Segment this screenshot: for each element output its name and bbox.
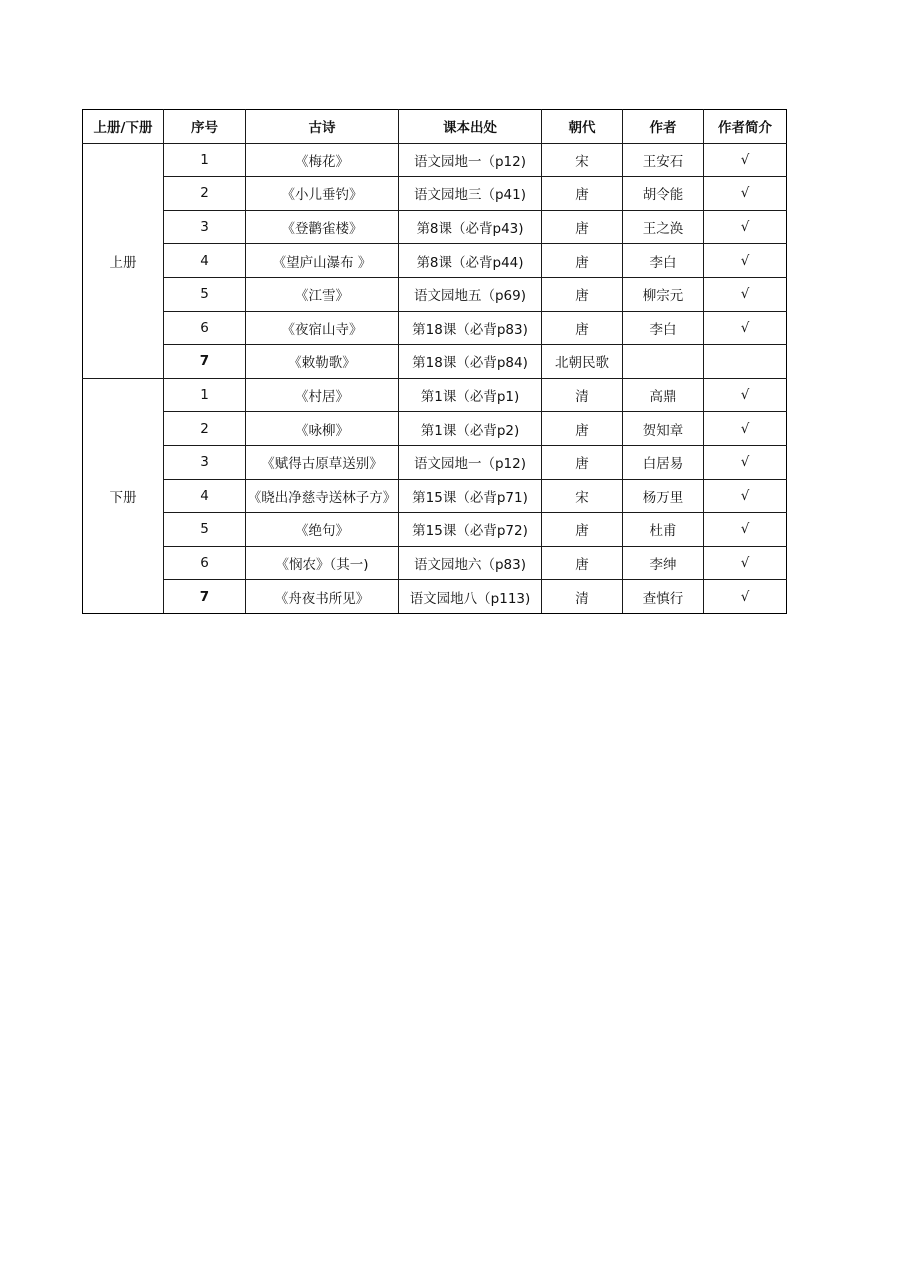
source-cell: 第1课（必背p1) <box>399 378 542 412</box>
intro-cell: √ <box>704 513 787 547</box>
author-cell: 胡令能 <box>623 177 704 211</box>
source-cell: 语文园地八（p113) <box>399 580 542 614</box>
author-cell: 查慎行 <box>623 580 704 614</box>
poem-cell: 《小儿垂钓》 <box>246 177 399 211</box>
table-row <box>83 143 787 177</box>
intro-cell: √ <box>704 210 787 244</box>
table-row <box>83 277 787 311</box>
author-cell: 李白 <box>623 311 704 345</box>
number-cell: 4 <box>164 479 246 513</box>
volume-cell: 下册 <box>83 378 164 613</box>
dynasty-cell: 唐 <box>542 277 623 311</box>
source-cell: 第15课（必背p71) <box>399 479 542 513</box>
poem-cell: 《咏柳》 <box>246 412 399 446</box>
dynasty-cell: 唐 <box>542 445 623 479</box>
header-author: 作者 <box>623 110 704 144</box>
poem-table <box>82 109 787 614</box>
intro-cell: √ <box>704 445 787 479</box>
number-cell: 2 <box>164 177 246 211</box>
author-cell: 杜甫 <box>623 513 704 547</box>
number-cell: 3 <box>164 210 246 244</box>
source-cell: 第18课（必背p84) <box>399 345 542 379</box>
number-cell: 5 <box>164 277 246 311</box>
table-row <box>83 546 787 580</box>
dynasty-cell: 清 <box>542 580 623 614</box>
dynasty-cell: 清 <box>542 378 623 412</box>
intro-cell: √ <box>704 378 787 412</box>
dynasty-cell: 唐 <box>542 210 623 244</box>
poem-cell: 《敕勒歌》 <box>246 345 399 379</box>
intro-cell: √ <box>704 143 787 177</box>
number-cell: 2 <box>164 412 246 446</box>
intro-cell: √ <box>704 412 787 446</box>
poem-cell: 《登鹳雀楼》 <box>246 210 399 244</box>
source-cell: 语文园地一（p12) <box>399 143 542 177</box>
header-source: 课本出处 <box>399 110 542 144</box>
author-cell <box>623 345 704 379</box>
author-cell: 王安石 <box>623 143 704 177</box>
source-cell: 第1课（必背p2) <box>399 412 542 446</box>
dynasty-cell: 唐 <box>542 311 623 345</box>
poem-cell: 《舟夜书所见》 <box>246 580 399 614</box>
number-cell: 4 <box>164 244 246 278</box>
source-cell: 语文园地五（p69) <box>399 277 542 311</box>
poem-cell: 《望庐山瀑布 》 <box>246 244 399 278</box>
number-cell: 6 <box>164 311 246 345</box>
intro-cell: √ <box>704 580 787 614</box>
dynasty-cell: 唐 <box>542 177 623 211</box>
poem-cell: 《夜宿山寺》 <box>246 311 399 345</box>
table-row <box>83 311 787 345</box>
number-cell: 1 <box>164 378 246 412</box>
header-volume: 上册/下册 <box>83 110 164 144</box>
header-author-intro: 作者简介 <box>704 110 787 144</box>
intro-cell: √ <box>704 311 787 345</box>
author-cell: 白居易 <box>623 445 704 479</box>
intro-cell: √ <box>704 546 787 580</box>
poem-cell: 《绝句》 <box>246 513 399 547</box>
dynasty-cell: 宋 <box>542 143 623 177</box>
number-cell: 3 <box>164 445 246 479</box>
author-cell: 王之涣 <box>623 210 704 244</box>
dynasty-cell: 唐 <box>542 546 623 580</box>
dynasty-cell: 唐 <box>542 412 623 446</box>
source-cell: 第8课（必背p43) <box>399 210 542 244</box>
intro-cell: √ <box>704 277 787 311</box>
poem-cell: 《悯农》（其一) <box>246 546 399 580</box>
source-cell: 第18课（必背p83) <box>399 311 542 345</box>
source-cell: 语文园地六（p83) <box>399 546 542 580</box>
number-cell: 5 <box>164 513 246 547</box>
poem-cell: 《赋得古原草送别》 <box>246 445 399 479</box>
source-cell: 第15课（必背p72) <box>399 513 542 547</box>
table-row <box>83 177 787 211</box>
table-row <box>83 513 787 547</box>
spreadsheet-page <box>82 109 787 614</box>
author-cell: 高鼎 <box>623 378 704 412</box>
intro-cell <box>704 345 787 379</box>
table-row <box>83 412 787 446</box>
intro-cell: √ <box>704 177 787 211</box>
header-number: 序号 <box>164 110 246 144</box>
dynasty-cell: 北朝民歌 <box>542 345 623 379</box>
poem-cell: 《江雪》 <box>246 277 399 311</box>
table-row <box>83 210 787 244</box>
author-cell: 李绅 <box>623 546 704 580</box>
volume-cell: 上册 <box>83 143 164 378</box>
header-row <box>83 110 787 144</box>
table-row <box>83 580 787 614</box>
table-row <box>83 445 787 479</box>
table-row <box>83 244 787 278</box>
dynasty-cell: 唐 <box>542 244 623 278</box>
number-cell: 7 <box>164 580 246 614</box>
author-cell: 杨万里 <box>623 479 704 513</box>
number-cell: 1 <box>164 143 246 177</box>
source-cell: 第8课（必背p44) <box>399 244 542 278</box>
poem-cell: 《梅花》 <box>246 143 399 177</box>
intro-cell: √ <box>704 479 787 513</box>
dynasty-cell: 宋 <box>542 479 623 513</box>
poem-cell: 《村居》 <box>246 378 399 412</box>
poem-cell: 《晓出净慈寺送林子方》 <box>246 479 399 513</box>
dynasty-cell: 唐 <box>542 513 623 547</box>
author-cell: 柳宗元 <box>623 277 704 311</box>
header-poem: 古诗 <box>246 110 399 144</box>
header-dynasty: 朝代 <box>542 110 623 144</box>
source-cell: 语文园地一（p12) <box>399 445 542 479</box>
number-cell: 7 <box>164 345 246 379</box>
author-cell: 贺知章 <box>623 412 704 446</box>
source-cell: 语文园地三（p41) <box>399 177 542 211</box>
intro-cell: √ <box>704 244 787 278</box>
table-row <box>83 378 787 412</box>
table-row <box>83 345 787 379</box>
number-cell: 6 <box>164 546 246 580</box>
table-row <box>83 479 787 513</box>
author-cell: 李白 <box>623 244 704 278</box>
